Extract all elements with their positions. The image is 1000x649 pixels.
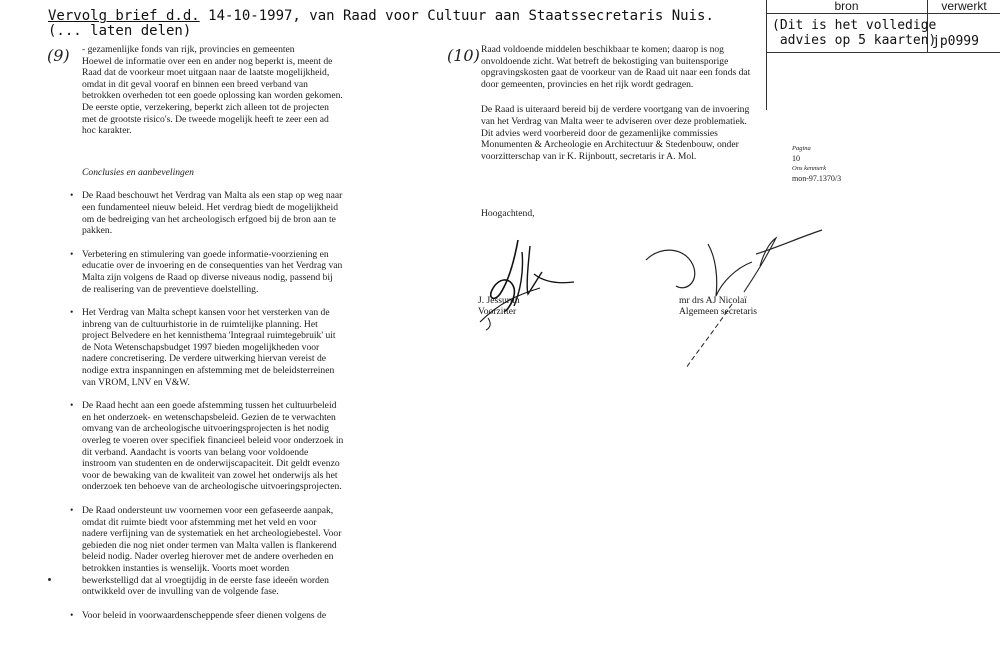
- conclusion-bullet: • De Raad beschouwt het Verdrag van Malta als een stap op weg naar een fundamenteel nieuw beleid. Het verdrag biedt de mogelijkheid om de bedreiging van het archeologisch erfgoed bij de bron aan te pakken.: [70, 190, 343, 237]
- signer-chairman: [478, 295, 520, 317]
- bullet-dot-icon: •: [70, 400, 74, 412]
- signer-secretary-role: Algemeen secretaris: [679, 306, 758, 317]
- letter-left-column: [70, 44, 344, 633]
- bullet-dot-icon: •: [70, 609, 74, 621]
- signature-chairman-image: [470, 232, 580, 332]
- archive-stamp-box: [766, 0, 1000, 110]
- closing-advice-paragraph: De Raad is uiteraard bereid bij de verdere voortgang van de invoering van het Verdrag van Malta weer te adviseren over deze problematiek. Dit advies werd voorbereid door de gezamenlijke commissies Monumenten & Archeologie en Architectuur & Stedenbouw, onder voorzitterschap van ir K. Rijnboutt, secretaris ir A. Mol.: [481, 104, 750, 162]
- signer-secretary-name: mr drs AJ Nicolaï: [679, 295, 747, 306]
- conclusion-bullet: • De Raad ondersteunt uw voornemen voor een gefaseerde aanpak, omdat dit ruimte biedt voor afstemming met het veld en voor nadere verfijning van de systematiek en het archeologiebestel. Voor gebieden die nog niet onder termen van Malta vallen is flankerend beleid nodig. Nader overleg hierover met de andere overheden en betrokken instanties is wenselijk. Voorts moet worden bewerkstelligd dat al vroegtijdig in de eerste fase ideeën worden ontwikkeld over de invulling van de volgende fase.: [70, 505, 342, 598]
- bullet-dot-icon: •: [70, 505, 74, 516]
- stamp-divider: [766, 13, 1000, 14]
- signer-secretary: [679, 295, 757, 317]
- funding-paragraph: Raad voldoende middelen beschikbaar te komen; daarop is nog onvoldoende zicht. Wat betreft de bekostiging van buitensporige opgravingskosten gaat de voorkeur van de Raad uit naar een fonds dat door gemeenten, provincies en het rijk wordt gedragen.: [481, 44, 751, 90]
- bullet-dot-icon: •: [70, 248, 74, 260]
- conclusion-bullet: • De Raad hecht aan een goede afstemming tussen het cultuurbeleid en het onderzoek- en wetenschapsbeleid. Gezien de te verwachten omvang van de archeologische uitvoeringsprojecten is het nodig overleg te voeren over specifiek financieel beleid voor onderzoek in dit verband. Aandacht is voorts van belang voor voldoende instroom van studenten en de onderwijscapaciteit. Dit geldt evenzo voor de bewaking van de kwaliteit van zowel het onderwijs als het onderzoek ten behoeve van de archeologische uitvoeringsprojecten.: [70, 400, 344, 493]
- reference-label: Ons kenmerk: [792, 165, 827, 172]
- stamp-divider: [766, 52, 1000, 53]
- page-meta-block: [792, 144, 841, 184]
- stamp-bron-label: bron: [834, 0, 859, 13]
- conclusion-bullet: • Voor beleid in voorwaardenscheppende sfeer dienen volgens de: [70, 609, 327, 621]
- reference-number: mon-97.1370/3: [792, 174, 842, 183]
- stamp-divider: [766, 0, 767, 110]
- scan-speck: [48, 578, 51, 581]
- page-label: Pagina: [792, 145, 811, 152]
- signer-chairman-name: J. Jessurun: [478, 295, 520, 306]
- greeting: Hoogachtend,: [481, 208, 535, 219]
- signature-secretary-image: [636, 208, 836, 378]
- bullet-dot-icon: •: [70, 307, 74, 319]
- stamp-archive-code: jp0999: [932, 34, 979, 49]
- header-letter-reference: 14-10-1997, van Raad voor Cultuur aan Staatssecretaris Nuis.: [199, 8, 714, 24]
- header-partial-note: (... laten delen): [48, 23, 192, 39]
- bullet-dot-icon: •: [70, 190, 74, 202]
- conclusion-bullet: • Verbetering en stimulering van goede informatie-voorziening en educatie over de invoering en de consequenties van het Verdrag van Malta zijn volgens de Raad op diverse niveaus nodig, passend bij de realisering van de preventieve doelstelling.: [70, 248, 343, 295]
- stamp-complete-advice-note: (Dit is het volledige advies op 5 kaarten): [772, 18, 937, 48]
- page-number: 10: [792, 154, 800, 163]
- handwritten-page-marker-right: (10): [447, 46, 480, 65]
- header-vervolg-label: Vervolg brief d.d.: [48, 8, 200, 24]
- preference-paragraph: Hoewel de informatie over een en ander nog beperkt is, meent de Raad dat de voorkeur moet uitgaan naar de laatste mogelijkheid, omdat in dit geval vooraf en binnen een breed verband van betrokken overheden tot een goede oplossing kan worden gekomen. De eerste optie, verzekering, beperkt zich alleen tot de projecten met de grootste risico's. De tweede mogelijk heeft te zeer een ad hoc karakter.: [82, 55, 343, 137]
- conclusion-bullet: • Het Verdrag van Malta schept kansen voor het versterken van de inbreng van de cultuurhistorie in de ruimtelijke planning. Het project Belvedere en het kennisthema 'Integraal ruimtegebruik' uit de Nota Wetenschapsbudget 1997 bieden mogelijkheden voor nadere concretisering. De verdere uitwerking hiervan vereist de nodige extra inspanningen en afstemming met de beleidsterreinen van VROM, LNV en V&W.: [70, 307, 336, 388]
- letter-right-column: [481, 44, 761, 162]
- handwritten-page-marker-left: (9): [47, 46, 70, 65]
- stamp-verwerkt-label: verwerkt: [941, 0, 987, 13]
- fund-option-line: - gezamenlijke fonds van rijk, provincies en gemeenten: [82, 44, 295, 55]
- conclusions-heading: Conclusies en aanbevelingen: [82, 166, 194, 178]
- signer-chairman-role: Voorzitter: [478, 306, 517, 317]
- header-reference-line: [48, 8, 714, 24]
